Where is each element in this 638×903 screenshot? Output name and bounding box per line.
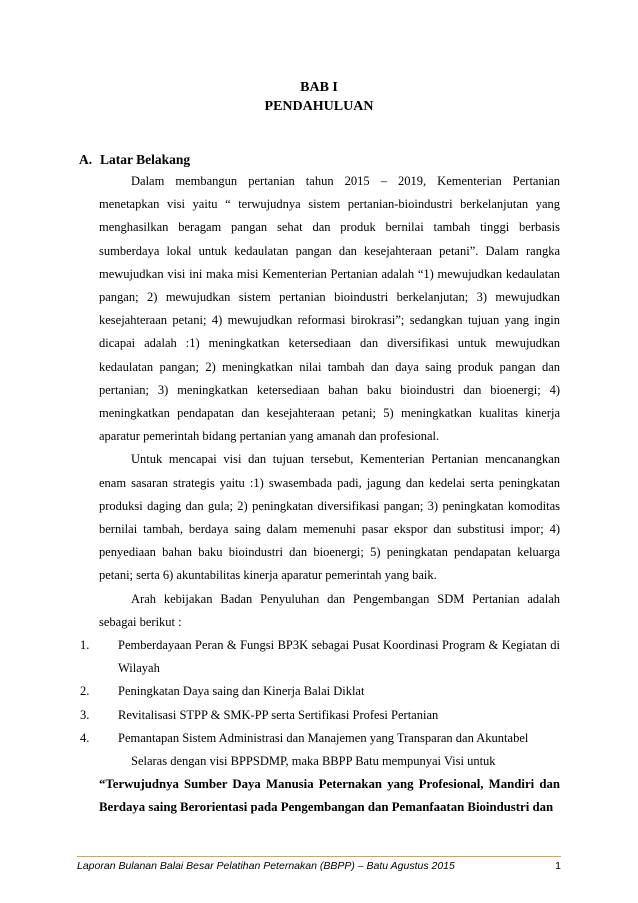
- page-footer: [77, 860, 561, 872]
- list-number: 4.: [80, 730, 90, 745]
- list-number: 3.: [80, 707, 90, 722]
- footer-divider: [77, 856, 561, 857]
- vision-statement: “Terwujudnya Sumber Daya Manusia Peternakan yang Profesional, Mandiri dan Berdaya saing Berorientasi pada Pengembangan dan Pemanfaatan Bioindustri dan: [99, 777, 560, 815]
- paragraph: Arah kebijakan Badan Penyuluhan dan Pengembangan SDM Pertanian adalah sebagai berikut :: [99, 591, 560, 629]
- chapter-title: PENDAHULUAN: [264, 99, 374, 114]
- policy-list: [80, 634, 560, 750]
- page-number: 1: [555, 860, 561, 872]
- paragraph: Selaras dengan visi BPPSDMP, maka BBPP Batu mempunyai Visi untuk: [131, 754, 496, 769]
- list-item-text: Pemberdayaan Peran & Fungsi BP3K sebagai Pusat Koordinasi Program & Kegiatan di Wilayah: [118, 638, 560, 676]
- list-item: [80, 727, 560, 750]
- chapter-number: BAB I: [300, 80, 338, 95]
- paragraph: Untuk mencapai visi dan tujuan tersebut, Kementerian Pertanian mencanangkan enam sasaran strategis yaitu :1) swasembada padi, jagung dan kedelai serta peningkatan produksi daging dan gula; 2) peningkatan diversifikasi pangan; 3) peningkatan komoditas bernilai tambah, berdaya saing dalam memenuhi pasar ekspor dan substitusi impor; 4) penyediaan bahan baku bioindustri dan bioenergi; 5) peningkatan pendapatan keluarga petani; serta 6) akuntabilitas kinerja aparatur pemerintah yang baik.: [99, 452, 560, 583]
- list-item-text: Peningkatan Daya saing dan Kinerja Balai Diklat: [118, 684, 365, 699]
- list-item: [80, 634, 560, 680]
- section-heading: [79, 152, 190, 168]
- body-text: [80, 170, 560, 820]
- section-title: Latar Belakang: [100, 152, 191, 167]
- list-number: 1.: [80, 638, 90, 653]
- paragraph: Dalam membangun pertanian tahun 2015 – 2019, Kementerian Pertanian menetapkan visi yaitu “ terwujudnya sistem pertanian-bioindustri berkelanjutan yang menghasilkan beragam pangan sehat dan produk bernilai tambah tinggi berbasis sumberdaya lokal untuk kedaulatan pangan dan kesejahteraan petani”. Dalam rangka mewujudkan visi ini maka misi Kementerian Pertanian adalah “1) mewujudkan kedaulatan pangan; 2) mewujudkan sistem pertanian bioindustri berkelanjutan; 3) mewujudkan kesejahteraan petani; 4) mewujudkan reformasi birokrasi”; sedangkan tujuan yang ingin dicapai adalah :1) meningkatkan ketersediaan dan diversifikasi untuk mewujudkan kedaulatan pangan; 2) meningkatkan nilai tambah dan daya saing produk pangan dan pertanian; 3) meningkatkan ketersediaan bahan baku bioindustri dan bioenergi; 4) meningkatkan pendapatan dan kesejahteraan petani; 5) meningkatkan kualitas kinerja aparatur pemerintah bidang pertanian yang amanah dan profesional.: [99, 174, 560, 444]
- section-marker: A.: [79, 152, 93, 167]
- list-item-text: Revitalisasi STPP & SMK-PP serta Sertifikasi Profesi Pertanian: [118, 707, 439, 722]
- list-item: [80, 704, 560, 727]
- list-item: [80, 680, 560, 703]
- list-number: 2.: [80, 684, 90, 699]
- footer-text: Laporan Bulanan Balai Besar Pelatihan Peternakan (BBPP) – Batu Agustus 2015: [77, 860, 455, 872]
- list-item-text: Pemantapan Sistem Administrasi dan Manajemen yang Transparan dan Akuntabel: [118, 730, 529, 745]
